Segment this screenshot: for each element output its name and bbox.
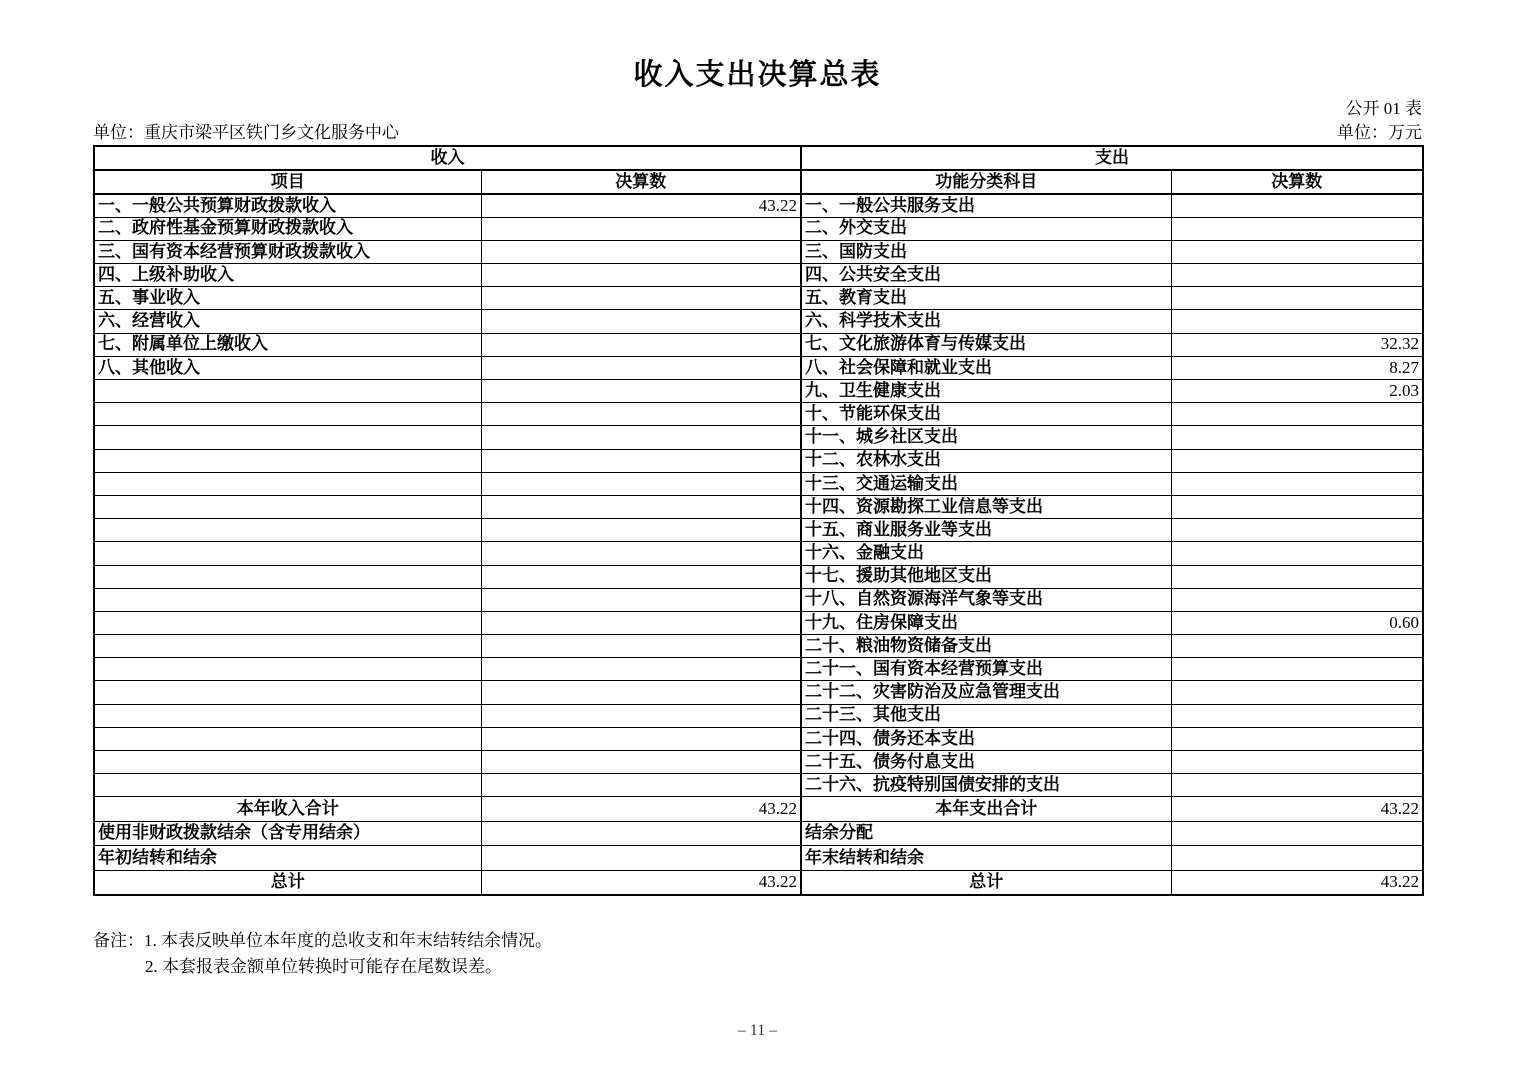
- income-item-cell: 六、经营收入: [94, 310, 481, 333]
- expense-item-cell: 十、节能环保支出: [801, 403, 1171, 426]
- income-value-cell: [481, 495, 801, 518]
- income-value-cell: [481, 356, 801, 379]
- income-value-cell: [481, 542, 801, 565]
- meta-row: [93, 118, 1422, 143]
- data-row: [94, 751, 1423, 774]
- data-row: [94, 264, 1423, 287]
- expense-item-cell: 五、教育支出: [801, 287, 1171, 310]
- income-item-cell: [94, 658, 481, 681]
- expense-value-cell: [1171, 635, 1423, 658]
- income-value-cell: 43.22: [481, 870, 801, 895]
- expense-value-cell: [1171, 217, 1423, 240]
- expense-value-cell: 32.32: [1171, 333, 1423, 356]
- expense-value-cell: 0.60: [1171, 611, 1423, 634]
- expense-value-cell: [1171, 194, 1423, 217]
- notes-label: 备注：: [93, 931, 144, 950]
- income-value-cell: [481, 403, 801, 426]
- income-value-cell: [481, 380, 801, 403]
- data-row: [94, 240, 1423, 263]
- income-item-cell: 使用非财政拨款结余（含专用结余）: [94, 821, 481, 846]
- expense-item-cell: 十四、资源勘探工业信息等支出: [801, 495, 1171, 518]
- income-item-cell: 四、上级补助收入: [94, 264, 481, 287]
- income-value-cell: [481, 519, 801, 542]
- data-row: [94, 588, 1423, 611]
- income-item-cell: [94, 727, 481, 750]
- summary-row: [94, 846, 1423, 871]
- income-value-cell: [481, 751, 801, 774]
- expense-value-cell: 43.22: [1171, 797, 1423, 822]
- expense-item-cell: 二十一、国有资本经营预算支出: [801, 658, 1171, 681]
- expense-item-cell: 年末结转和结余: [801, 846, 1171, 871]
- income-item-cell: [94, 611, 481, 634]
- income-item-cell: 年初结转和结余: [94, 846, 481, 871]
- expense-item-cell: 十五、商业服务业等支出: [801, 519, 1171, 542]
- expense-item-cell: 十七、援助其他地区支出: [801, 565, 1171, 588]
- income-item-cell: [94, 681, 481, 704]
- income-value-cell: [481, 821, 801, 846]
- expense-item-cell: 四、公共安全支出: [801, 264, 1171, 287]
- page-number: – 11 –: [737, 1022, 778, 1039]
- data-row: [94, 194, 1423, 217]
- income-item-cell: [94, 751, 481, 774]
- expense-item-cell: 十九、住房保障支出: [801, 611, 1171, 634]
- data-row: [94, 774, 1423, 797]
- income-value-cell: [481, 310, 801, 333]
- expense-item-cell: 二十四、债务还本支出: [801, 727, 1171, 750]
- expense-value-cell: [1171, 240, 1423, 263]
- expense-value-cell: [1171, 727, 1423, 750]
- data-row: [94, 611, 1423, 634]
- expense-item-cell: 六、科学技术支出: [801, 310, 1171, 333]
- data-row: [94, 472, 1423, 495]
- expense-value-cell: [1171, 426, 1423, 449]
- data-row: [94, 681, 1423, 704]
- expense-value-cell: [1171, 658, 1423, 681]
- income-value-cell: [481, 774, 801, 797]
- expense-value-cell: [1171, 449, 1423, 472]
- income-item-cell: [94, 542, 481, 565]
- expense-item-cell: 九、卫生健康支出: [801, 380, 1171, 403]
- data-row: [94, 519, 1423, 542]
- income-value-cell: [481, 333, 801, 356]
- income-item-cell: [94, 774, 481, 797]
- income-value-cell: [481, 449, 801, 472]
- expense-value-cell: [1171, 821, 1423, 846]
- data-row: [94, 449, 1423, 472]
- table-head: [94, 146, 1423, 194]
- expense-item-cell: 三、国防支出: [801, 240, 1171, 263]
- page-title: 收入支出决算总表: [633, 59, 882, 91]
- expense-item-cell: 七、文化旅游体育与传媒支出: [801, 333, 1171, 356]
- income-value-cell: [481, 611, 801, 634]
- expense-value-cell: [1171, 588, 1423, 611]
- income-item-cell: 本年收入合计: [94, 797, 481, 822]
- expense-value-cell: [1171, 542, 1423, 565]
- expense-item-cell: 二十三、其他支出: [801, 704, 1171, 727]
- expense-item-cell: 总计: [801, 870, 1171, 895]
- expense-item-cell: 二、外交支出: [801, 217, 1171, 240]
- income-item-cell: [94, 635, 481, 658]
- expense-item-cell: 十六、金融支出: [801, 542, 1171, 565]
- income-item-cell: [94, 380, 481, 403]
- data-row: [94, 217, 1423, 240]
- income-item-cell: 五、事业收入: [94, 287, 481, 310]
- expense-value-cell: [1171, 565, 1423, 588]
- table-body: [94, 194, 1423, 895]
- data-row: [94, 426, 1423, 449]
- expense-item-cell: 二十二、灾害防治及应急管理支出: [801, 681, 1171, 704]
- summary-row: [94, 870, 1423, 895]
- income-value-cell: [481, 681, 801, 704]
- income-item-cell: 八、其他收入: [94, 356, 481, 379]
- expense-value-cell: [1171, 751, 1423, 774]
- data-row: [94, 542, 1423, 565]
- data-row: [94, 565, 1423, 588]
- note-text-1: 1. 本表反映单位本年度的总收支和年末结转结余情况。: [144, 931, 552, 950]
- income-item-cell: [94, 588, 481, 611]
- income-section-header: 收入: [94, 146, 801, 170]
- expense-value-cell: 43.22: [1171, 870, 1423, 895]
- income-item-cell: [94, 449, 481, 472]
- income-value-cell: [481, 287, 801, 310]
- data-row: [94, 495, 1423, 518]
- income-value-column-header: 决算数: [481, 170, 801, 194]
- table-code-label: 公开 01 表: [1345, 99, 1422, 118]
- income-item-cell: [94, 495, 481, 518]
- income-value-cell: [481, 240, 801, 263]
- income-value-cell: [481, 658, 801, 681]
- expense-value-cell: [1171, 704, 1423, 727]
- expense-value-cell: 2.03: [1171, 380, 1423, 403]
- note-line-1: [93, 928, 552, 954]
- expense-item-cell: 十八、自然资源海洋气象等支出: [801, 588, 1171, 611]
- data-row: [94, 403, 1423, 426]
- expense-item-cell: 一、一般公共服务支出: [801, 194, 1171, 217]
- column-header-row: [94, 170, 1423, 194]
- income-value-cell: [481, 635, 801, 658]
- data-row: [94, 310, 1423, 333]
- expense-value-cell: [1171, 846, 1423, 871]
- expense-item-cell: 十二、农林水支出: [801, 449, 1171, 472]
- income-value-cell: [481, 426, 801, 449]
- expense-value-cell: [1171, 310, 1423, 333]
- income-value-cell: 43.22: [481, 797, 801, 822]
- expense-value-cell: [1171, 495, 1423, 518]
- income-item-cell: 二、政府性基金预算财政拨款收入: [94, 217, 481, 240]
- income-item-column-header: 项目: [94, 170, 481, 194]
- expense-section-header: 支出: [801, 146, 1423, 170]
- income-item-cell: [94, 519, 481, 542]
- income-value-cell: [481, 217, 801, 240]
- expense-value-cell: 8.27: [1171, 356, 1423, 379]
- expense-value-cell: [1171, 519, 1423, 542]
- income-value-cell: [481, 565, 801, 588]
- expense-value-cell: [1171, 287, 1423, 310]
- section-header-row: [94, 146, 1423, 170]
- expense-item-column-header: 功能分类科目: [801, 170, 1171, 194]
- income-item-cell: 三、国有资本经营预算财政拨款收入: [94, 240, 481, 263]
- expense-value-cell: [1171, 774, 1423, 797]
- data-row: [94, 380, 1423, 403]
- expense-item-cell: 本年支出合计: [801, 797, 1171, 822]
- data-row: [94, 635, 1423, 658]
- income-value-cell: [481, 846, 801, 871]
- expense-value-cell: [1171, 403, 1423, 426]
- summary-row: [94, 821, 1423, 846]
- income-item-cell: 七、附属单位上缴收入: [94, 333, 481, 356]
- expense-value-cell: [1171, 681, 1423, 704]
- income-item-cell: [94, 403, 481, 426]
- expense-value-cell: [1171, 472, 1423, 495]
- income-value-cell: [481, 727, 801, 750]
- notes-block: [93, 928, 552, 980]
- data-row: [94, 356, 1423, 379]
- expense-item-cell: 十三、交通运输支出: [801, 472, 1171, 495]
- income-item-cell: 一、一般公共预算财政拨款收入: [94, 194, 481, 217]
- expense-item-cell: 结余分配: [801, 821, 1171, 846]
- income-value-cell: [481, 264, 801, 287]
- expense-item-cell: 十一、城乡社区支出: [801, 426, 1171, 449]
- income-value-cell: [481, 588, 801, 611]
- income-item-cell: [94, 426, 481, 449]
- data-row: [94, 333, 1423, 356]
- income-value-cell: [481, 472, 801, 495]
- income-item-cell: 总计: [94, 870, 481, 895]
- expense-value-cell: [1171, 264, 1423, 287]
- income-item-cell: [94, 704, 481, 727]
- expense-item-cell: 二十、粮油物资储备支出: [801, 635, 1171, 658]
- org-unit-label: 单位：重庆市梁平区铁门乡文化服务中心: [93, 123, 399, 142]
- note-line-2: 2. 本套报表金额单位转换时可能存在尾数误差。: [145, 957, 502, 976]
- summary-row: [94, 797, 1423, 822]
- expense-item-cell: 八、社会保障和就业支出: [801, 356, 1171, 379]
- income-item-cell: [94, 472, 481, 495]
- income-value-cell: 43.22: [481, 194, 801, 217]
- expense-value-column-header: 决算数: [1171, 170, 1423, 194]
- income-value-cell: [481, 704, 801, 727]
- data-row: [94, 658, 1423, 681]
- data-row: [94, 704, 1423, 727]
- income-item-cell: [94, 565, 481, 588]
- expense-item-cell: 二十六、抗疫特别国债安排的支出: [801, 774, 1171, 797]
- data-row: [94, 287, 1423, 310]
- expense-item-cell: 二十五、债务付息支出: [801, 751, 1171, 774]
- budget-summary-table: [93, 145, 1424, 896]
- currency-unit-label: 单位：万元: [1337, 123, 1422, 142]
- data-row: [94, 727, 1423, 750]
